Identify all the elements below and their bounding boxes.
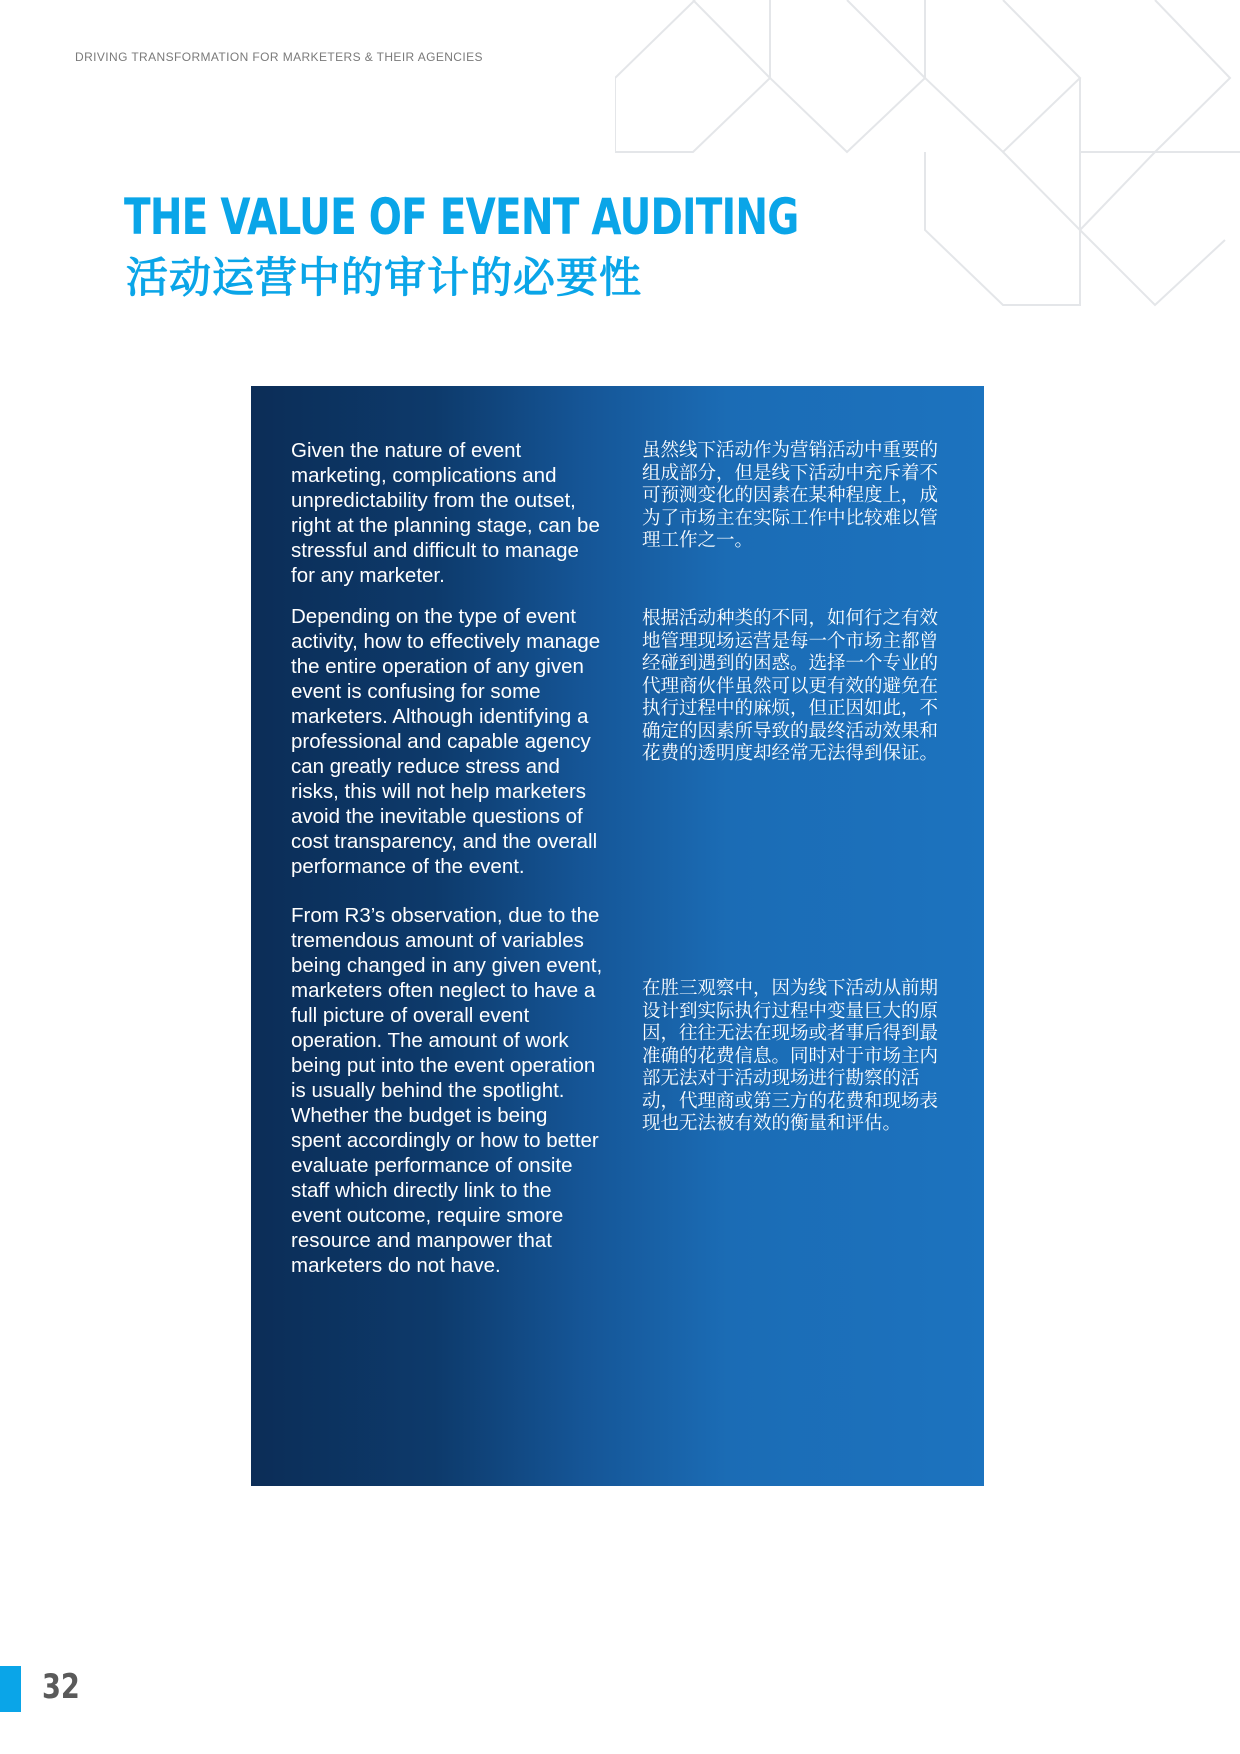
chinese-paragraph-2: 根据活动种类的不同，如何行之有效地管理现场运营是每一个市场主都曾经碰到遇到的困惑。选择一个专业的代理商伙伴虽然可以更有效的避免在执行过程中的麻烦，但正因如此，不确定的因素所导致的最终活动效果和花费的透明度却经常无法得到保证。 — [642, 608, 939, 764]
decorative-hexagon-pattern — [615, 0, 1240, 310]
english-paragraph-2: Depending on the type of event activity, how to effectively manage the entire operation of any given event is confusing for some marketers. Although identifying a professional and capable agency can greatly reduce stress and risks, this will not help marketers avoid the inevitable questions of cost transparency, and the overall performance of the event. — [291, 605, 601, 878]
content-panel — [251, 386, 984, 1486]
page-title-chinese: 活动运营中的审计的必要性 — [126, 253, 643, 302]
english-column — [291, 438, 603, 1278]
page-number: 32 — [42, 1667, 80, 1707]
running-header: DRIVING TRANSFORMATION FOR MARKETERS & THEIR AGENCIES — [75, 50, 483, 64]
page-number-marker — [0, 1666, 21, 1712]
chinese-paragraph-3: 在胜三观察中，因为线下活动从前期设计到实际执行过程中变量巨大的原因，往往无法在现场或者事后得到最准确的花费信息。同时对于市场主内部无法对于活动现场进行勘察的活动，代理商或第三方的花费和现场表现也无法被有效的衡量和评估。 — [642, 978, 939, 1134]
english-paragraph-3: From R3’s observation, due to the tremendous amount of variables being changed in any given event, marketers often neglect to have a full picture of overall event operation. The amount of work being put into the event operation is usually behind the spotlight. Whether the budget is being spent accordingly or how to better evaluate performance of onsite staff which directly link to the event outcome, require smore resource and manpower that marketers do not have. — [291, 904, 603, 1277]
chinese-paragraph-1: 虽然线下活动作为营销活动中重要的组成部分，但是线下活动中充斥着不可预测变化的因素在某种程度上，成为了市场主在实际工作中比较难以管理工作之一。 — [642, 440, 939, 551]
page-title: THE VALUE OF EVENT AUDITING — [124, 188, 799, 246]
english-paragraph-1: Given the nature of event marketing, complications and unpredictability from the outset, right at the planning stage, can be stressful and difficult to manage for any marketer. — [291, 439, 600, 587]
